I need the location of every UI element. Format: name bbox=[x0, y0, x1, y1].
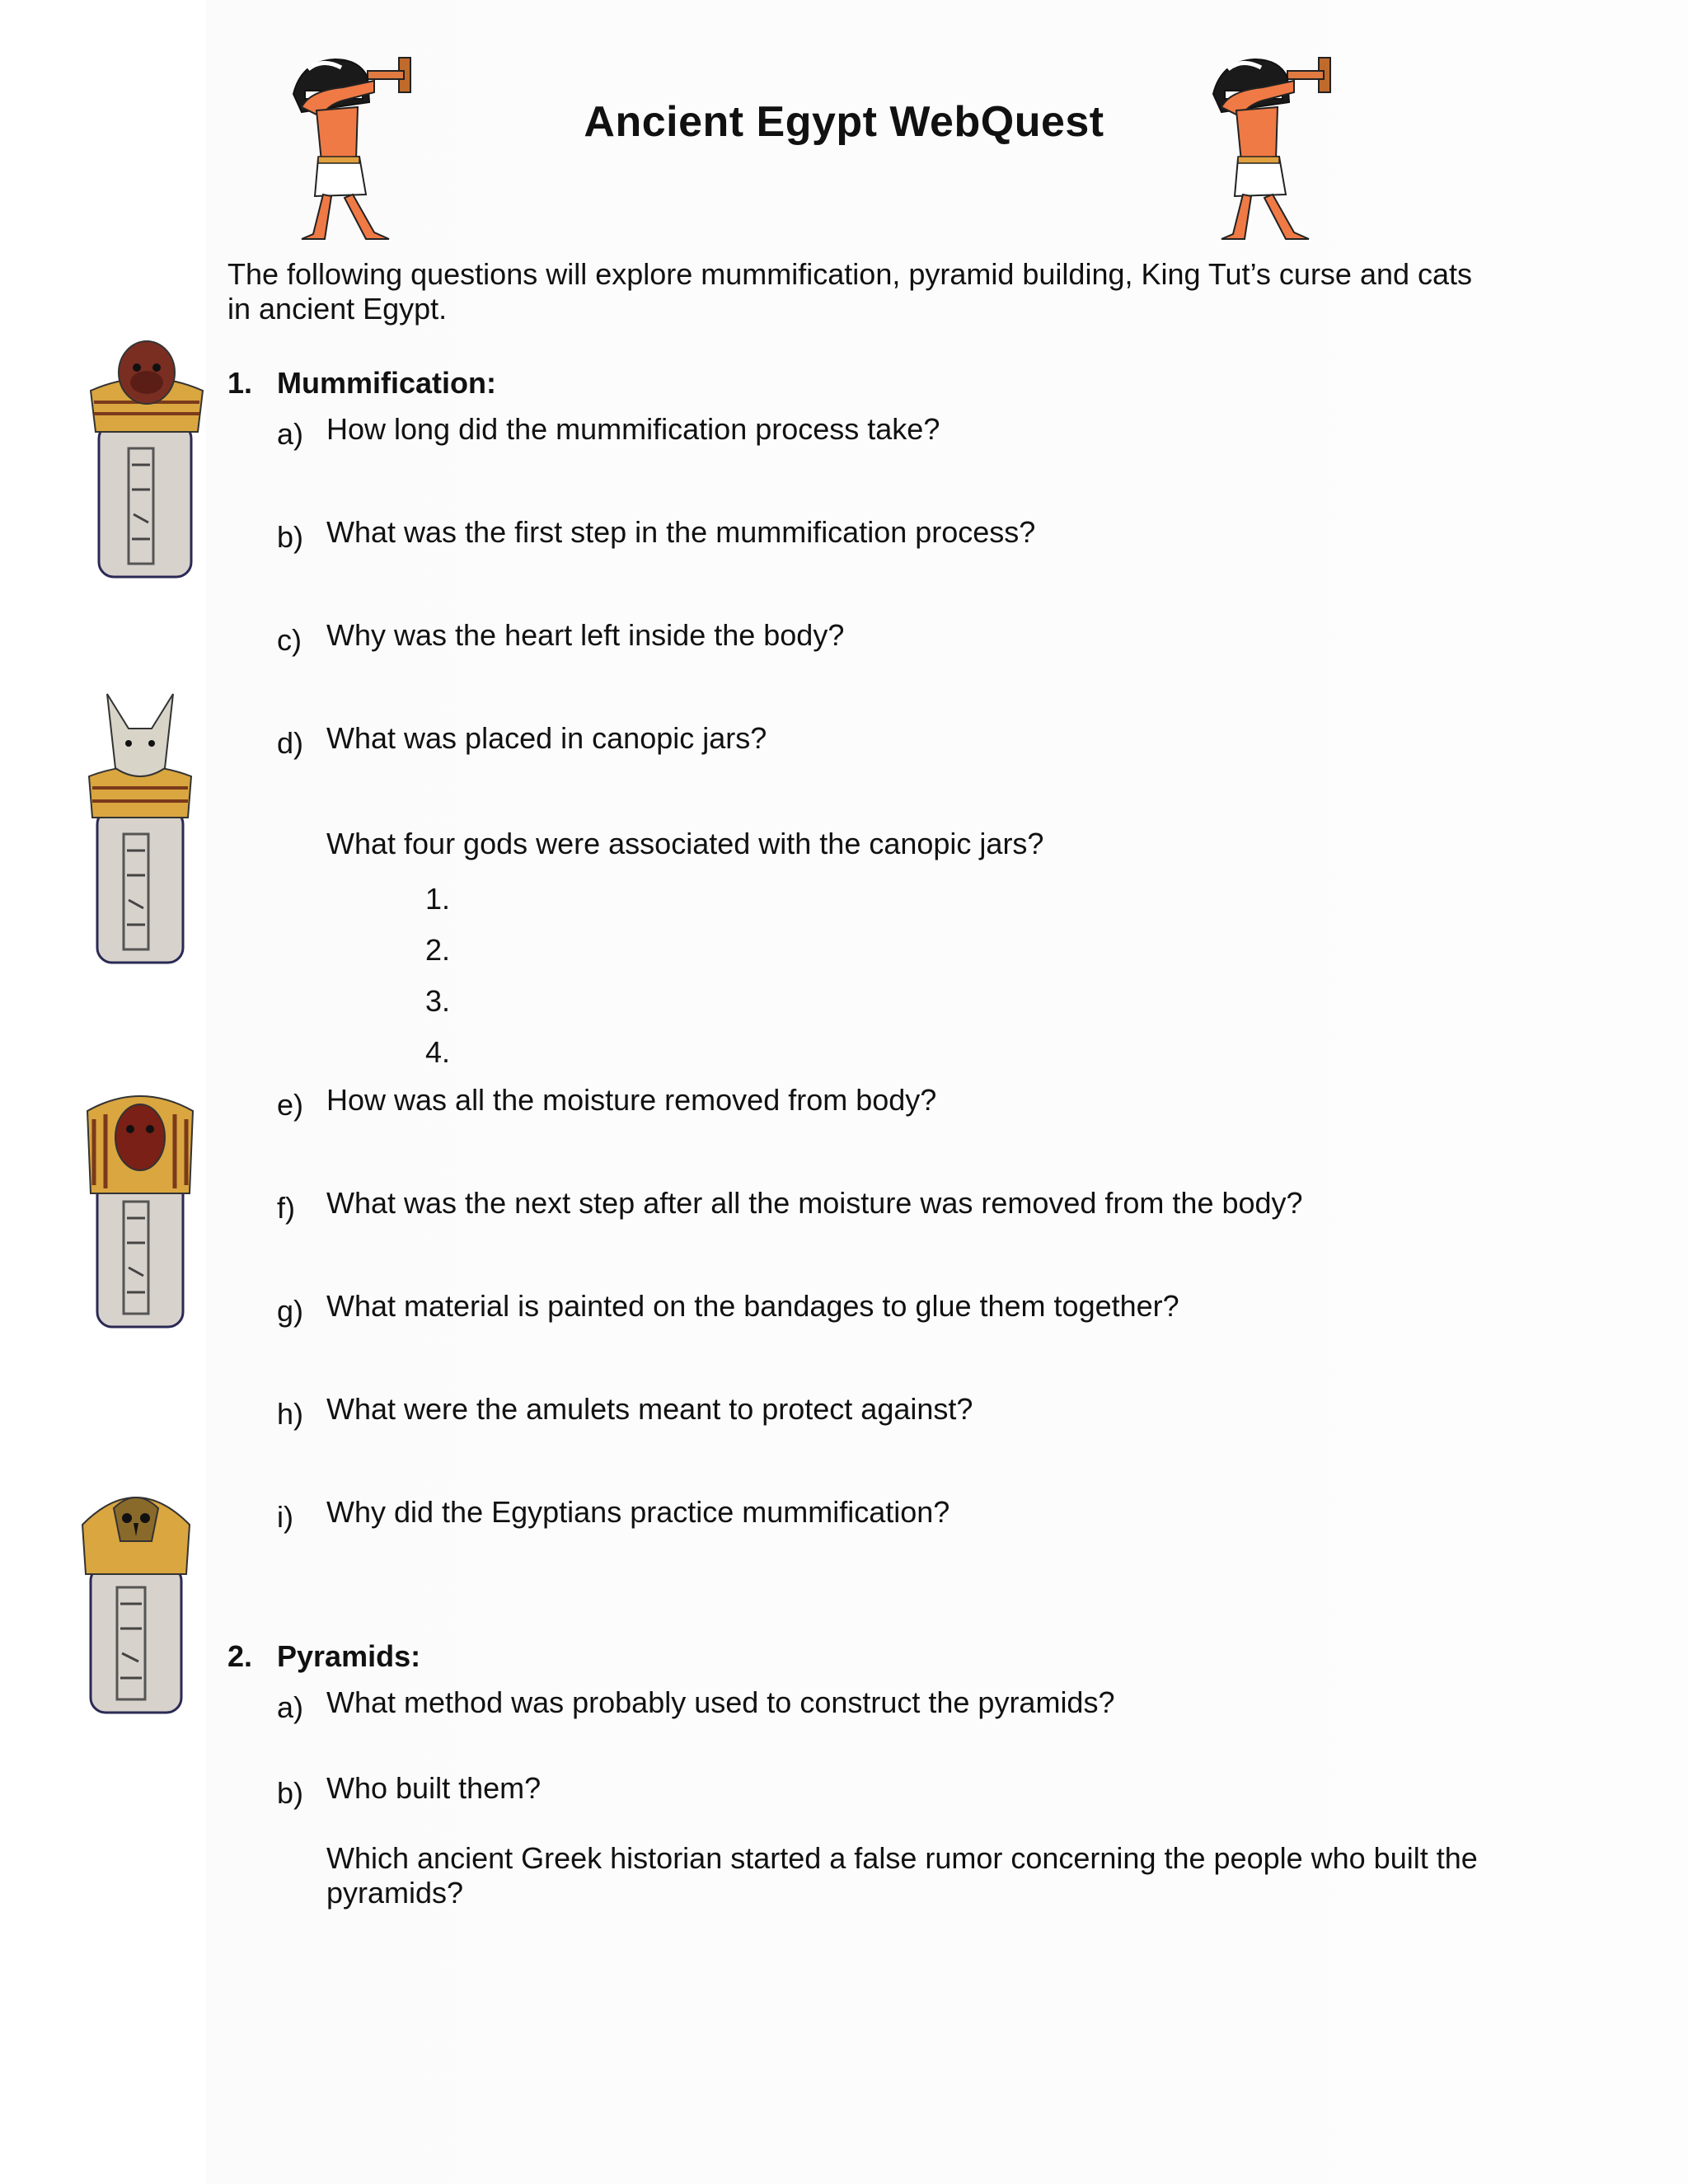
question-1c-text: Why was the heart left inside the body? bbox=[326, 618, 845, 652]
section-2-number: 2. bbox=[227, 1639, 253, 1673]
question-1h-text: What were the amulets meant to protect against? bbox=[326, 1392, 973, 1426]
question-1f-letter: f) bbox=[277, 1191, 295, 1225]
question-1b-text: What was the first step in the mummification process? bbox=[326, 515, 1036, 549]
question-1f-text: What was the next step after all the moisture was removed from the body? bbox=[326, 1186, 1303, 1220]
question-1h-letter: h) bbox=[277, 1397, 304, 1431]
egyptian-figure-left-image bbox=[277, 53, 425, 247]
question-2a-letter: a) bbox=[277, 1690, 304, 1724]
intro-paragraph: The following questions will explore mummification, pyramid building, King Tut’s curse and cats in ancient Egypt. bbox=[227, 257, 1473, 326]
falcon-canopic-jar-image bbox=[74, 1475, 198, 1716]
gods-list-item-3: 3. bbox=[425, 984, 451, 1018]
page-title: Ancient Egypt WebQuest bbox=[584, 98, 1104, 146]
section-1-title: Mummification: bbox=[277, 366, 496, 400]
question-1i-letter: i) bbox=[277, 1500, 293, 1534]
question-1d-letter: d) bbox=[277, 726, 304, 760]
question-2b-followup-text: Which ancient Greek historian started a false rumor concerning the people who built the pyramids? bbox=[326, 1841, 1478, 1910]
gods-list-item-4: 4. bbox=[425, 1035, 451, 1069]
gods-list-item-1: 1. bbox=[425, 882, 451, 916]
question-2a-text: What method was probably used to construct the pyramids? bbox=[326, 1685, 1115, 1719]
question-1a-text: How long did the mummification process take? bbox=[326, 412, 940, 446]
question-1c-letter: c) bbox=[277, 623, 302, 657]
question-1d-followup-text: What four gods were associated with the canopic jars? bbox=[326, 827, 1044, 860]
question-1i-text: Why did the Egyptians practice mummification? bbox=[326, 1495, 950, 1529]
question-1g-text: What material is painted on the bandages to glue them together? bbox=[326, 1289, 1179, 1323]
gods-list-item-2: 2. bbox=[425, 933, 451, 967]
egyptian-figure-right-image bbox=[1197, 53, 1345, 247]
section-2-title: Pyramids: bbox=[277, 1639, 421, 1673]
question-1g-letter: g) bbox=[277, 1294, 304, 1328]
question-2b-letter: b) bbox=[277, 1776, 304, 1810]
jackal-canopic-jar-image bbox=[82, 686, 198, 966]
question-1e-text: How was all the moisture removed from body? bbox=[326, 1083, 937, 1117]
human-canopic-jar-image bbox=[82, 1086, 198, 1330]
question-1a-letter: a) bbox=[277, 417, 304, 451]
section-1-number: 1. bbox=[227, 366, 253, 400]
baboon-canopic-jar-image bbox=[82, 333, 211, 580]
question-1b-letter: b) bbox=[277, 520, 304, 554]
question-1e-letter: e) bbox=[277, 1088, 304, 1122]
question-1d-text: What was placed in canopic jars? bbox=[326, 721, 767, 755]
question-2b-text: Who built them? bbox=[326, 1771, 542, 1805]
